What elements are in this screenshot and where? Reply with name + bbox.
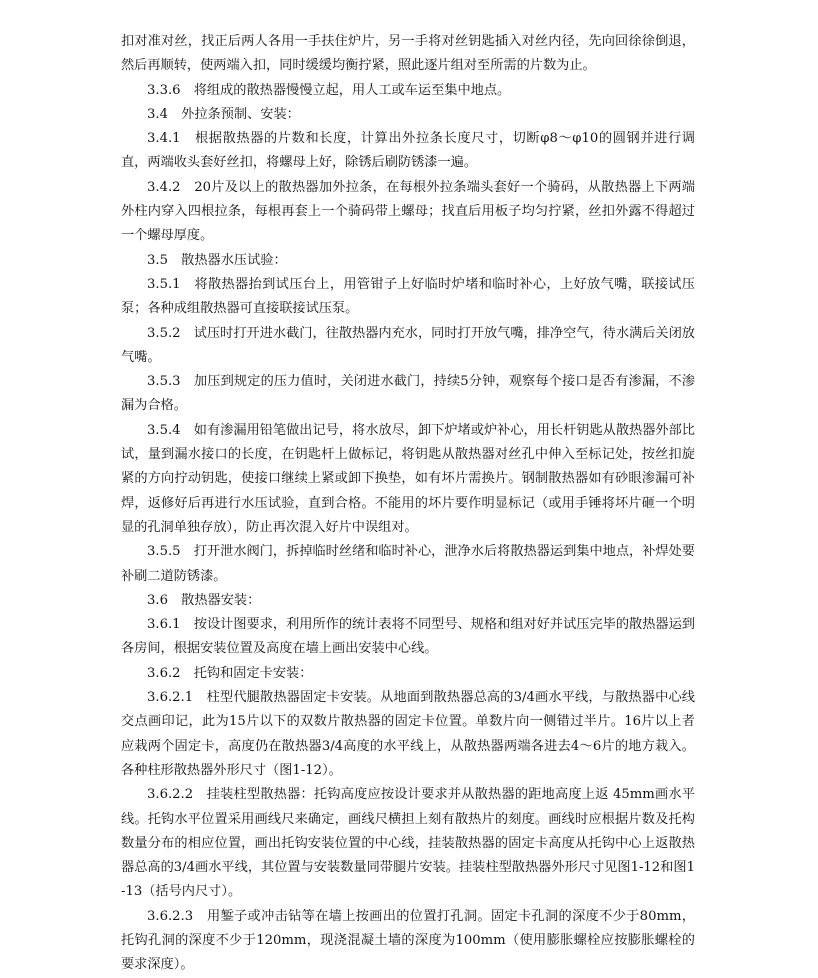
paragraph: 3.5.2 试压时打开进水截门，往散热器内充水，同时打开放气嘴，排净空气，待水满后关闭放气嘴。 [121,325,695,365]
paragraph: 3.3.6 将组成的散热器慢慢立起，用人工或车运至集中地点。 [147,82,511,98]
paragraph: 3.5 散热器水压试验： [147,252,287,268]
paragraph: 3.5.3 加压到规定的压力值时，关闭进水截门，持续5分钟，观察每个接口是否有渗漏，不渗漏为合格。 [121,374,695,414]
paragraph: 3.4.2 20片及以上的散热器加外拉条，在每根外拉条端头套好一个骑码，从散热器上下两端外柱内穿入四根拉条，每根再套上一个骑码带上螺母；找直后用板子均匀拧紧，丝扣外露不得超过一个螺母厚度。 [121,179,695,244]
paragraph: 3.5.5 打开泄水阀门，拆掉临时丝绪和临时补心，泄净水后将散热器运到集中地点，补焊处要补刷二道防锈漆。 [121,544,695,584]
paragraph: 3.4.1 根据散热器的片数和长度，计算出外拉条长度尺寸，切断φ8～φ10的圆钢并进行调直，两端收头套好丝扣，将螺母上好，除锈后刷防锈漆一遍。 [121,131,695,171]
paragraph: 3.4 外拉条预制、安装： [147,106,300,122]
paragraph: 3.6.2.2 挂装柱型散热器：托钩高度应按设计要求并从散热器的距地高度上返 45mm画水平线。托钩水平位置采用画线尺来确定，画线尺横担上刻有散热片的刻度。画线时应根据片数及托构数量分布的相应位置，画出托钩安装位置的中心线，挂装散热器的固定卡高度从托钩中心上返散热器总高的3/4画水平线，其位置与安装数量同带腿片安装。挂装柱型散热器外形尺寸见图1-12和图1-13（括号内尺寸）。 [121,787,695,900]
paragraph: 3.6.2.3 用錾子或冲击钻等在墙上按画出的位置打孔洞。固定卡孔洞的深度不少于80mm，托钩孔洞的深度不少于120mm，现浇混凝土墙的深度为100mm（使用膨胀螺栓应按膨胀螺栓的要求深度）。 [121,908,695,973]
paragraph: 3.5.4 如有渗漏用铅笔做出记号，将水放尽，卸下炉堵或炉补心，用长杆钥匙从散热器外部比试，量到漏水接口的长度，在钥匙杆上做标记，将钥匙从散热器对丝孔中伸入至标记处，按丝扣旋紧的方向拧动钥匙，使接口继续上紧或卸下换垫，如有坏片需换片。钢制散热器如有砂眼渗漏可补焊，返修好后再进行水压试验，直到合格。不能用的坏片要作明显标记（或用手锤将坏片砸一个明显的孔洞单独存放），防止再次混入好片中误组对。 [121,422,695,535]
paragraph: 扣对准对丝，找正后两人各用一手扶住炉片，另一手将对丝钥匙插入对丝内径，先向回徐徐倒退，然后再顺转，使两端入扣，同时缓缓均衡拧紧，照此逐片组对至所需的片数为止。 [121,34,695,74]
paragraph: 3.6.2 托钩和固定卡安装： [147,665,313,681]
paragraph: 3.6.2.1 柱型代腿散热器固定卡安装。从地面到散热器总高的3/4画水平线，与散热器中心线交点画印记，此为15片以下的双数片散热器的固定卡位置。单数片向一侧错过半片。16片以上者应栽两个固定卡，高度仍在散热器3/4高度的水平线上，从散热器两端各进去4～6片的地方栽入。各种柱形散热器外形尺寸（图1-12）。 [121,690,695,778]
paragraph: 3.6 散热器安装： [147,592,261,608]
paragraph: 3.6.1 按设计图要求，利用所作的统计表将不同型号、规格和组对好并试压完毕的散热器运到各房间，根据安装位置及高度在墙上画出安装中心线。 [121,617,695,657]
document-body [121,30,695,978]
paragraph: 3.5.1 将散热器抬到试压台上，用管钳子上好临时炉堵和临时补心，上好放气嘴，联接试压泵；各种成组散热器可直接联接试压泵。 [121,276,695,317]
